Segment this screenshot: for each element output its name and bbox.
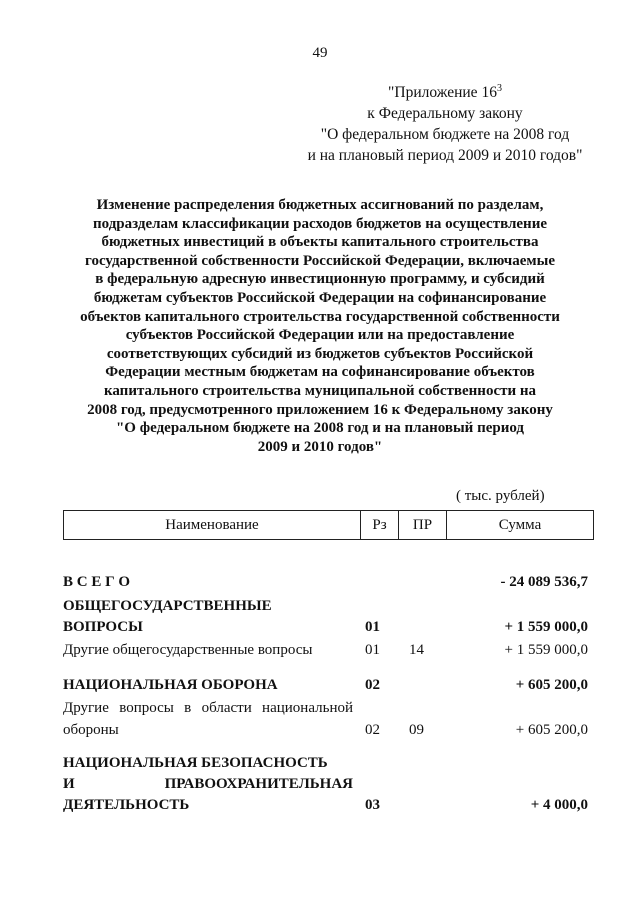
appendix-superscript: 3 [496, 83, 502, 94]
title-line: государственной собственности Российской Федерации, включаемые [85, 252, 555, 269]
document-title [40, 196, 600, 456]
header-sum: Сумма [498, 516, 542, 533]
row-name-cont: ДЕЯТЕЛЬНОСТЬ [63, 797, 190, 813]
row-sum: + 1 559 000,0 [504, 642, 588, 658]
row-sum: + 605 200,0 [515, 677, 588, 693]
title-line: 2009 и 2010 годов" [257, 438, 383, 455]
row-name: Другие вопросы в области национальной [63, 700, 353, 716]
appendix-line-1: "Приложение 16 [388, 84, 497, 102]
appendix-line-4: и на плановый период 2009 и 2010 годов" [307, 147, 583, 165]
row-name: ОБЩЕГОСУДАРСТВЕННЫЕ [63, 598, 272, 614]
row-pr: 09 [409, 722, 424, 738]
header-name: Наименование [64, 511, 361, 539]
row-rz: 02 [365, 722, 380, 738]
title-line: в федеральную адресную инвестиционную программу, и субсидий [95, 271, 545, 288]
title-line: капитального строительства муниципальной собственности на [103, 382, 537, 399]
appendix-line-2: к Федеральному закону [367, 105, 523, 123]
row-sum: - 24 089 536,7 [500, 574, 588, 590]
row-name: Другие общегосударственные вопросы [63, 642, 313, 658]
title-line: Изменение распределения бюджетных ассигнований по разделам, [96, 197, 544, 213]
appendix-line-3: "О федеральном бюджете на 2008 год [320, 126, 570, 144]
row-rz: 03 [365, 797, 380, 813]
row-rz: 02 [365, 677, 380, 693]
appendix-header [280, 78, 610, 166]
page-number: 49 [312, 45, 328, 61]
table-header [63, 510, 594, 540]
row-name: В С Е Г О [63, 574, 131, 590]
header-rz: Рз [361, 511, 399, 539]
title-line: "О федеральном бюджете на 2008 год и на плановый период [115, 420, 525, 437]
title-line: бюджетам субъектов Российской Федерации на софинансирование [93, 289, 547, 306]
row-name: НАЦИОНАЛЬНАЯ БЕЗОПАСНОСТЬ [63, 755, 328, 771]
row-name: НАЦИОНАЛЬНАЯ ОБОРОНА [63, 677, 278, 693]
title-line: субъектов Российской Федерации или на предоставление [125, 327, 515, 344]
row-sum: + 605 200,0 [515, 722, 588, 738]
title-line: подразделам классификации расходов бюджетов на осуществление [93, 215, 547, 232]
row-rz: 01 [365, 619, 380, 635]
row-sum: + 1 559 000,0 [504, 619, 588, 635]
row-name-cont: ВОПРОСЫ [63, 619, 143, 635]
title-line: 2008 год, предусмотренного приложением 16 к Федеральному закону [87, 401, 553, 418]
row-sum: + 4 000,0 [530, 797, 588, 813]
title-line: соответствующих субсидий из бюджетов субъектов Российской [106, 345, 534, 362]
title-line: Федерации местным бюджетам на софинансирование объектов [105, 364, 535, 381]
row-rz: 01 [365, 642, 380, 658]
header-pr: ПР [399, 511, 447, 539]
row-name-cont: обороны [63, 722, 119, 738]
units-label: ( тыс. рублей) [456, 488, 545, 504]
title-line: объектов капитального строительства государственной собственности [80, 308, 560, 325]
row-pr: 14 [409, 642, 424, 658]
row-name-cont: И ПРАВООХРАНИТЕЛЬНАЯ [63, 776, 353, 792]
title-line: бюджетных инвестиций в объекты капитального строительства [101, 234, 539, 251]
